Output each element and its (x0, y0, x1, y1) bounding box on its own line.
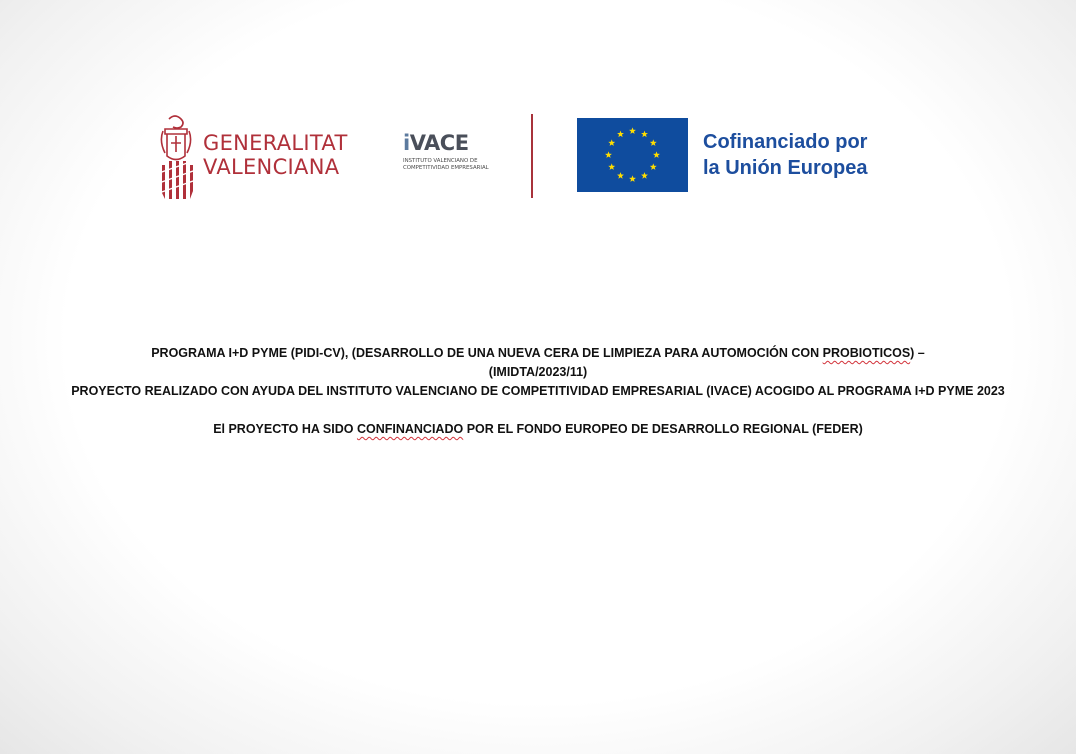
feder-line (0, 420, 1076, 439)
ivace-sub1: INSTITUTO VALENCIANO DE (403, 158, 478, 164)
program-title-line (0, 344, 1076, 363)
project-description-line: PROYECTO REALIZADO CON AYUDA DEL INSTITUTO VALENCIANO DE COMPETITIVIDAD EMPRESARIAL (IVACE) ACOGIDO AL PROGRAMA I+D PYME 2023 (71, 384, 1005, 398)
logo-divider (531, 114, 533, 198)
eu-flag-icon (577, 118, 688, 192)
generalitat-crest-icon (159, 113, 193, 199)
generalitat-line1: GENERALITAT (203, 131, 348, 155)
spellcheck-word-probioticos[interactable]: PROBIOTICOS (822, 346, 911, 360)
generalitat-line2: VALENCIANA (203, 155, 340, 179)
program-code-line: (IMIDTA/2023/11) (488, 365, 588, 379)
document-body (0, 344, 1076, 439)
feder-part2: POR EL FONDO EUROPEO DE DESARROLLO REGIONAL (FEDER) (463, 422, 863, 436)
ivace-sub2: COMPETITIVIDAD EMPRESARIAL (403, 164, 489, 171)
logo-bar (0, 0, 1076, 230)
eu-cofinanced-text (703, 129, 867, 181)
ivace-logo (403, 132, 503, 171)
ivace-mark-i: i (403, 131, 410, 155)
program-title-part2: ) – (910, 346, 925, 360)
feder-part1: El PROYECTO HA SIDO (213, 422, 357, 436)
ivace-subtitle (403, 158, 503, 171)
spellcheck-word-confinanciado[interactable]: CONFINANCIADO (356, 422, 464, 436)
program-title-part1: PROGRAMA I+D PYME (PIDI-CV), (DESARROLLO DE UNA NUEVA CERA DE LIMPIEZA PARA AUTOMOCIÓN CON (151, 346, 823, 360)
eu-line2: la Unión Europea (703, 157, 868, 179)
eu-line1: Cofinanciado por (703, 131, 868, 153)
ivace-mark-rest: VACE (409, 131, 469, 155)
ivace-wordmark (403, 132, 503, 154)
spacer (0, 401, 1076, 420)
generalitat-logo-text (203, 131, 348, 179)
